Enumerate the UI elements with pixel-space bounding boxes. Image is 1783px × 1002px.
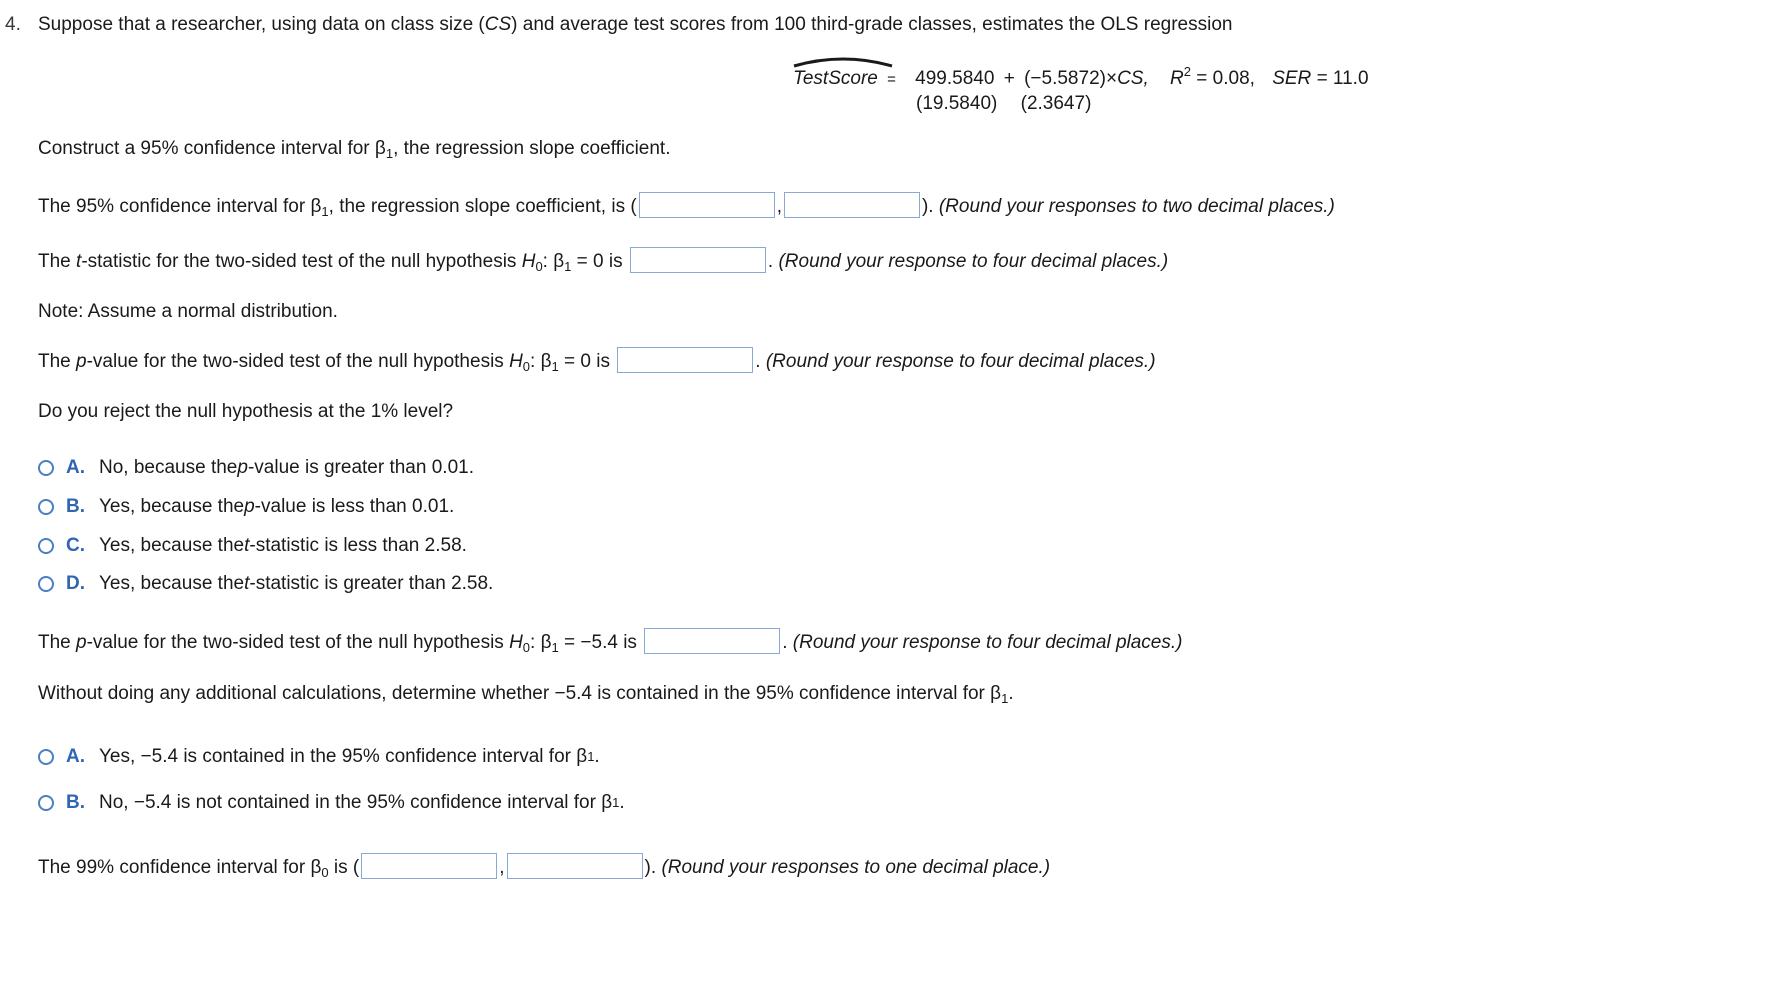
prompt-text-b: , the regression slope coefficient.: [393, 138, 671, 159]
lhs-text: TestScore: [793, 68, 878, 89]
radio-icon[interactable]: [38, 499, 54, 515]
ci95-lower-input[interactable]: [639, 192, 775, 218]
reject-option-a[interactable]: [38, 454, 474, 482]
pvalue1-input[interactable]: [617, 347, 753, 373]
option-text-b: .: [619, 792, 625, 813]
intro-text-a: Suppose that a researcher, using data on class size (: [38, 14, 485, 35]
option-text-a: No, because the: [99, 457, 238, 478]
tstat-h: H: [521, 251, 536, 273]
r2-value: = 0.08,: [1196, 68, 1255, 89]
contained-option-b[interactable]: B. No, −5.4 is not contained in the 95% confidence interval for β 1 .: [38, 789, 625, 817]
ci95-close: ).: [921, 196, 934, 218]
pvalue2-hsub: 0: [522, 640, 531, 656]
option-text-b: -statistic is less than 2.58.: [249, 535, 467, 556]
ci95-hint: (Round your responses to two decimal places.): [938, 196, 1335, 218]
pvalue2-close: .: [782, 632, 788, 654]
prompt-text-a: Construct a 95% confidence interval for β: [38, 138, 386, 159]
option-text-b: -value is less than 0.01.: [254, 496, 455, 517]
se-slope: (2.3647): [1020, 93, 1092, 114]
ci95-row: [38, 194, 1335, 220]
regressor-cs: CS,: [1117, 68, 1149, 89]
ci99-hint: (Round your responses to one decimal place.): [661, 857, 1051, 879]
option-letter: D.: [66, 573, 85, 594]
pvalue2-text-d: = −5.4 is: [558, 632, 637, 654]
option-text-b: .: [594, 746, 600, 767]
radio-icon[interactable]: [38, 460, 54, 476]
pvalue2-h: H: [509, 632, 523, 654]
radio-icon[interactable]: [38, 538, 54, 554]
pvalue1-row: [38, 349, 1156, 375]
pvalue1-text-a: The: [38, 351, 77, 373]
tstat-row: [38, 249, 1168, 275]
ci95-sub: 1: [321, 204, 329, 220]
contained-sub: 1: [1001, 691, 1009, 706]
regression-equation: [793, 64, 1369, 90]
pvalue1-text-c: : β: [530, 351, 552, 373]
intercept-value: 499.5840: [915, 68, 995, 89]
question-number: 4.: [5, 14, 21, 35]
ci99-close: ).: [644, 857, 657, 879]
pvalue2-text-a: The: [38, 632, 77, 654]
ci99-upper-input[interactable]: [507, 853, 643, 879]
tstat-input[interactable]: [630, 247, 766, 273]
ci95-text-b: , the regression slope coefficient, is (: [328, 196, 637, 218]
ci99-row: [38, 855, 1050, 881]
se-intercept: (19.5840): [916, 93, 998, 114]
pvalue2-row: [38, 630, 1182, 656]
pvalue2-input[interactable]: [644, 628, 780, 654]
r2-sup: 2: [1183, 64, 1191, 79]
r2: [1170, 64, 1191, 89]
pvalue1-h: H: [509, 351, 523, 373]
eq-sign: =: [887, 71, 896, 88]
contained-text-b: .: [1008, 683, 1014, 704]
tstat-close: .: [767, 251, 774, 273]
radio-icon[interactable]: [38, 576, 54, 592]
plus-sign: +: [1003, 68, 1015, 89]
note: Note: Assume a normal distribution.: [38, 301, 338, 322]
reject-option-c[interactable]: [38, 532, 467, 560]
pvalue1-bsub: 1: [551, 359, 559, 375]
option-letter: A.: [66, 457, 85, 478]
pvalue1-close: .: [755, 351, 761, 373]
contained-text-a: Without doing any additional calculations, determine whether −5.4 is contained in the 95% confidence interval for β: [38, 683, 1002, 704]
reject-option-d[interactable]: [38, 570, 493, 598]
ci99-text-b: is (: [328, 857, 360, 879]
radio-icon[interactable]: [38, 749, 54, 765]
pvalue1-hint: (Round your response to four decimal places.): [765, 351, 1156, 373]
option-italic: t: [244, 535, 250, 556]
option-text-a: Yes, −5.4 is contained in the 95% confidence interval for β: [99, 746, 588, 767]
hat-symbol: [793, 54, 893, 68]
option-italic: p: [244, 496, 255, 517]
ci95-upper-input[interactable]: [784, 192, 920, 218]
option-italic: t: [244, 573, 250, 594]
pvalue2-text-c: : β: [530, 632, 552, 654]
ci99-text-a: The 99% confidence interval for β: [38, 857, 322, 879]
option-text-a: Yes, because the: [99, 573, 245, 594]
option-text-b: -value is greater than 0.01.: [247, 457, 474, 478]
lhs-testscore: [793, 68, 878, 90]
standard-errors: [916, 93, 1091, 115]
tstat-t: t: [76, 251, 82, 273]
ci95-comma: ,: [776, 196, 782, 218]
pvalue1-text-d: = 0 is: [558, 351, 610, 373]
pvalue1-hsub: 0: [522, 359, 531, 375]
option-text-a: Yes, because the: [99, 535, 245, 556]
option-letter: C.: [66, 535, 85, 556]
pvalue2-p: p: [76, 632, 87, 654]
option-letter: B.: [66, 496, 85, 517]
ci99-lower-input[interactable]: [361, 853, 497, 879]
option-italic: p: [237, 457, 248, 478]
reject-question: Do you reject the null hypothesis at the 1% level?: [38, 401, 454, 422]
option-text-a: Yes, because the: [99, 496, 245, 517]
prompt-sub: 1: [385, 146, 394, 161]
tstat-text-a: The: [38, 251, 77, 273]
slope-value: (−5.5872)×: [1024, 68, 1118, 89]
ser-label: SER: [1272, 68, 1312, 89]
option-text-a: No, −5.4 is not contained in the 95% confidence interval for β: [99, 792, 613, 813]
r2-label: R: [1170, 68, 1184, 89]
intro-cs: CS: [484, 14, 512, 35]
ci99-comma: ,: [499, 857, 505, 879]
tstat-text-c: : β: [542, 251, 565, 273]
pvalue1-text-b: -value for the two-sided test of the null hypothesis: [86, 351, 510, 373]
ci95-text-a: The 95% confidence interval for β: [38, 196, 322, 218]
pvalue2-text-b: -value for the two-sided test of the null hypothesis: [86, 632, 510, 654]
option-letter: A.: [66, 746, 85, 767]
pvalue2-bsub: 1: [551, 640, 559, 656]
reject-option-b[interactable]: [38, 493, 454, 521]
tstat-hint: (Round your response to four decimal places.): [778, 251, 1169, 273]
tstat-bsub: 1: [564, 259, 572, 275]
tstat-hsub: 0: [535, 259, 543, 275]
pvalue1-p: p: [76, 351, 87, 373]
ser-value: = 11.0: [1316, 68, 1369, 89]
tstat-text-b: -statistic for the two-sided test of the null hypothesis: [81, 251, 522, 273]
option-letter: B.: [66, 792, 85, 813]
pvalue2-hint: (Round your response to four decimal places.): [792, 632, 1183, 654]
question-intro: [38, 14, 1232, 36]
contained-question: [38, 683, 1014, 705]
option-text-b: -statistic is greater than 2.58.: [249, 573, 494, 594]
tstat-text-d: = 0 is: [571, 251, 623, 273]
contained-option-a[interactable]: A. Yes, −5.4 is contained in the 95% confidence interval for β 1 .: [38, 743, 600, 771]
intro-text-b: ) and average test scores from 100 third-grade classes, estimates the OLS regression: [511, 14, 1233, 35]
construct-prompt: [38, 138, 670, 160]
ci99-sub: 0: [321, 865, 329, 881]
radio-icon[interactable]: [38, 795, 54, 811]
